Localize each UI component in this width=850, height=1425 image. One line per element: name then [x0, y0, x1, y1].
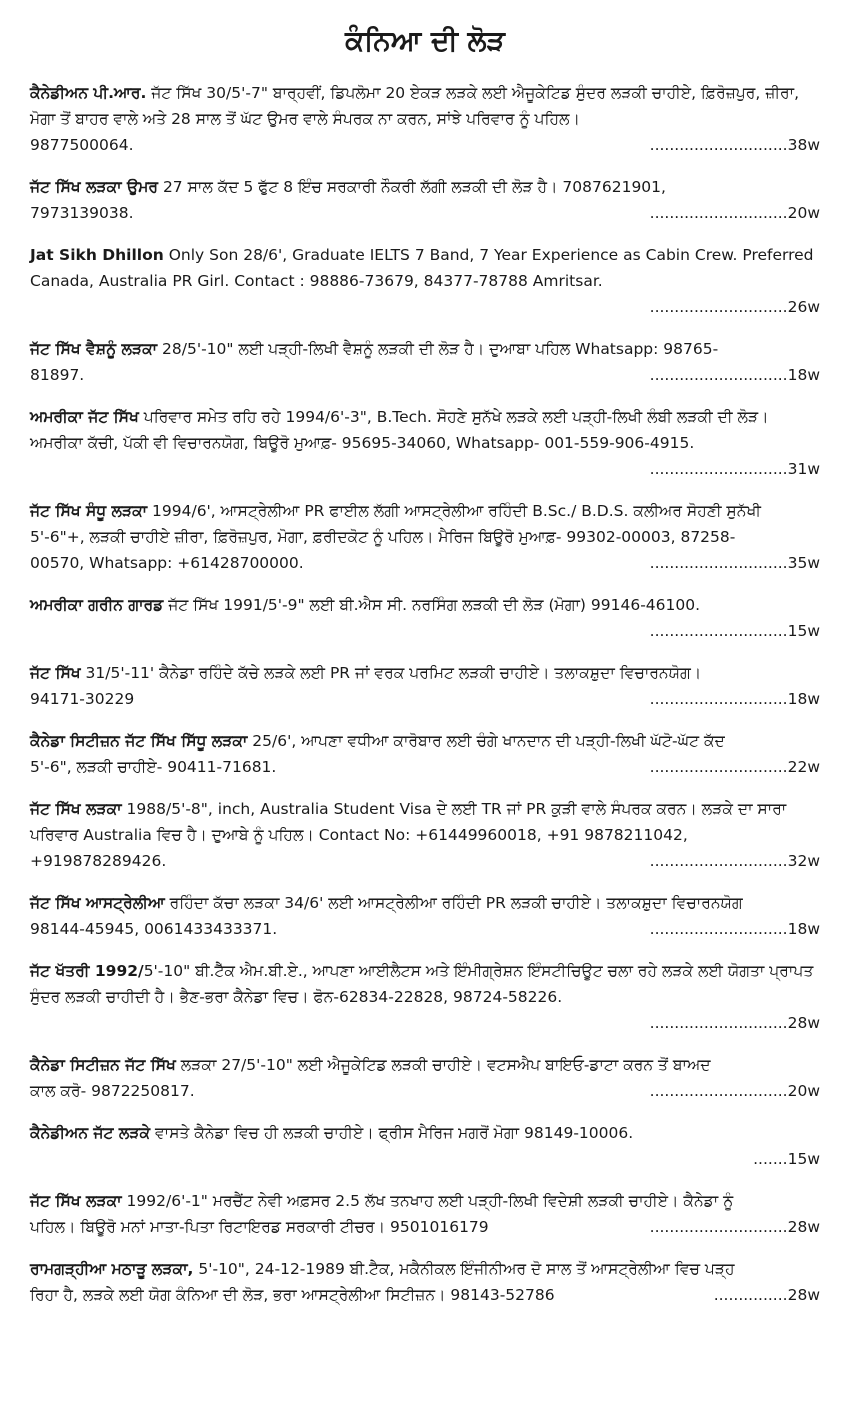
ad-footer [30, 1282, 820, 1308]
ad-footer [30, 686, 820, 712]
ad-entry [30, 958, 820, 1036]
ad-body: 28/5'-10" ਲਈ ਪੜ੍ਹੀ-ਲਿਖੀ ਵੈਸ਼ਨੂੰ ਲੜਕੀ ਦੀ ਲੋੜ ਹੈ। ਦੁਆਬਾ ਪਹਿਲ Whatsapp: 98765- [157, 340, 719, 358]
ad-code: ...............28w [713, 1286, 820, 1304]
ad-body: ਵਾਸਤੇ ਕੈਨੇਡਾ ਵਿਚ ਹੀ ਲੜਕੀ ਚਾਹੀਏ। ਫ੍ਰੀਸ ਮੈਰਿਜ ਮਗਰੋਂ ਮੋਗਾ 98149-10006. [150, 1124, 634, 1142]
ad-text [30, 890, 820, 916]
ad-code: ............................15w [649, 622, 820, 640]
ad-entry [30, 728, 820, 780]
ad-lead: ਜੱਟ ਸਿੱਖ ਲੜਕਾ [30, 800, 122, 818]
ad-footer [30, 1146, 820, 1172]
ad-entry [30, 1188, 820, 1240]
ad-code: ............................32w [649, 852, 820, 870]
ad-text [30, 404, 820, 456]
ad-entry [30, 796, 820, 874]
ad-footer [30, 1010, 820, 1036]
ad-code: ............................38w [649, 136, 820, 154]
ad-code: .......15w [753, 1150, 820, 1168]
ad-body: 1992/6'-1" ਮਰਚੈਂਟ ਨੇਵੀ ਅਫ਼ਸਰ 2.5 ਲੱਖ ਤਨਖਾਹ ਲਈ ਪੜ੍ਹੀ-ਲਿਖੀ ਵਿਦੇਸ਼ੀ ਲੜਕੀ ਚਾਹੀਏ। ਕੈਨੇਡਾ ਨੂੰ [121, 1192, 734, 1210]
ads-list [30, 80, 820, 1308]
ad-body: ਪਰਿਵਾਰ ਸਮੇਤ ਰਹਿ ਰਹੇ 1994/6'-3", B.Tech. ਸੋਹਣੇ ਸੁਨੱਖੇ ਲੜਕੇ ਲਈ ਪੜ੍ਹੀ-ਲਿਖੀ ਲੰਬੀ ਲੜਕੀ ਦੀ ਲੋੜ। ਅਮਰੀਕਾ ਕੱਚੀ, ਪੱਕੀ ਵੀ ਵਿਚਾਰਨਯੋਗ, ਬਿਊਰੋ ਮੁਆਫ਼- 95695-34060, Whatsapp- 001-559-906-4915. [30, 408, 769, 452]
ad-entry [30, 498, 820, 576]
ad-text [30, 1188, 820, 1214]
ad-code: ............................28w [649, 1218, 820, 1236]
ad-entry [30, 1256, 820, 1308]
ad-code: ............................18w [649, 690, 820, 708]
ad-code: ............................18w [649, 920, 820, 938]
ad-entry [30, 660, 820, 712]
ad-entry [30, 242, 820, 320]
ad-body: 31/5'-11' ਕੈਨੇਡਾ ਰਹਿੰਦੇ ਕੱਚੇ ਲੜਕੇ ਲਈ PR ਜਾਂ ਵਰਕ ਪਰਮਿਟ ਲੜਕੀ ਚਾਹੀਏ। ਤਲਾਕਸ਼ੁਦਾ ਵਿਚਾਰਨਯੋਗ। [80, 664, 702, 682]
ad-entry [30, 1052, 820, 1104]
ad-footer [30, 916, 820, 942]
ad-entry [30, 890, 820, 942]
ad-lead: ਕੈਨੇਡੀਅਨ ਪੀ.ਆਰ. [30, 84, 147, 102]
ad-footer [30, 1078, 820, 1104]
ad-code: ............................22w [649, 758, 820, 776]
ad-text [30, 660, 820, 686]
ad-code: ............................20w [649, 1082, 820, 1100]
ad-phone: 81897. [30, 366, 85, 384]
ad-lead: ਅਮਰੀਕਾ ਜੱਟ ਸਿੱਖ [30, 408, 139, 426]
ad-lead: ਅਮਰੀਕਾ ਗਰੀਨ ਗਾਰਡ [30, 596, 164, 614]
ad-text [30, 242, 820, 294]
ad-body: Only Son 28/6', Graduate IELTS 7 Band, 7 Year Experience as Cabin Crew. Preferred Canada, Australia PR Girl. Contact : 98886-73679, 84377-78788 Amritsar. [30, 246, 814, 290]
ad-body: ਰਹਿੰਦਾ ਕੱਚਾ ਲੜਕਾ 34/6' ਲਈ ਆਸਟ੍ਰੇਲੀਆ ਰਹਿੰਦੀ PR ਲੜਕੀ ਚਾਹੀਏ। ਤਲਾਕਸ਼ੁਦਾ ਵਿਚਾਰਨਯੋਗ [164, 894, 743, 912]
ad-body: 1994/6', ਆਸਟ੍ਰੇਲੀਆ PR ਫਾਈਲ ਲੱਗੀ ਆਸਟ੍ਰੇਲੀਆ ਰਹਿੰਦੀ B.Sc./ B.D.S. ਕਲੀਅਰ ਸੋਹਣੀ ਸੁਨੱਖੀ 5'-6"+, ਲੜਕੀ ਚਾਹੀਏ ਜ਼ੀਰਾ, ਫ਼ਿਰੋਜ਼ਪੁਰ, ਮੋਗਾ, ਫ਼ਰੀਦਕੋਟ ਨੂੰ ਪਹਿਲ। ਮੈਰਿਜ ਬਿਊਰੋ ਮੁਆਫ਼- 99302-00003, 87258- [30, 502, 761, 546]
ad-phone: 98144-45945, 0061433433371. [30, 920, 278, 938]
ad-entry [30, 174, 820, 226]
ad-entry [30, 80, 820, 158]
ad-lead: ਜੱਟ ਸਿੱਖ ਲੜਕਾ [30, 1192, 122, 1210]
ad-phone: 00570, Whatsapp: +61428700000. [30, 554, 304, 572]
ad-phone: 9877500064. [30, 136, 134, 154]
ad-footer [30, 362, 820, 388]
ad-body: ਜੱਟ ਸਿੱਖ 30/5'-7" ਬਾਰ੍ਹਵੀਂ, ਡਿਪਲੋਮਾ 20 ਏਕੜ ਲੜਕੇ ਲਈ ਐਜੂਕੇਟਿਡ ਸੁੰਦਰ ਲੜਕੀ ਚਾਹੀਏ, ਫ਼ਿਰੋਜ਼ਪੁਰ, ਜ਼ੀਰਾ, ਮੋਗਾ ਤੋਂ ਬਾਹਰ ਵਾਲੇ ਅਤੇ 28 ਸਾਲ ਤੋਂ ਘੱਟ ਉਮਰ ਵਾਲੇ ਸੰਪਰਕ ਨਾ ਕਰਨ, ਸਾਂਝੇ ਪਰਿਵਾਰ ਨੂੰ ਪਹਿਲ। [30, 84, 799, 128]
ad-footer [30, 294, 820, 320]
ad-body: 5'-10" ਬੀ.ਟੈੱਕ ਐਮ.ਬੀ.ਏ., ਆਪਣਾ ਆਈਲੈਟਸ ਅਤੇ ਇੰਮੀਗ੍ਰੇਸ਼ਨ ਇੰਸਟੀਚਿਊਟ ਚਲਾ ਰਹੇ ਲੜਕੇ ਲਈ ਯੋਗਤਾ ਪ੍ਰਾਪਤ ਸੁੰਦਰ ਲੜਕੀ ਚਾਹੀਦੀ ਹੈ। ਭੈਣ-ਭਰਾ ਕੈਨੇਡਾ ਵਿਚ। ਫੋਨ-62834-22828, 98724-58226. [30, 962, 814, 1006]
ad-entry [30, 404, 820, 482]
ad-lead: ਕੈਨੇਡੀਅਨ ਜੱਟ ਲੜਕੇ [30, 1124, 151, 1142]
ad-footer [30, 200, 820, 226]
ad-code: ............................28w [649, 1014, 820, 1032]
ad-body: 27 ਸਾਲ ਕੱਦ 5 ਫੁੱਟ 8 ਇੰਚ ਸਰਕਾਰੀ ਨੌਕਰੀ ਲੱਗੀ ਲੜਕੀ ਦੀ ਲੋੜ ਹੈ। 7087621901, [158, 178, 666, 196]
ad-phone: 7973139038. [30, 204, 134, 222]
ad-footer [30, 456, 820, 482]
ad-text [30, 1052, 820, 1078]
ad-phone: ਰਿਹਾ ਹੈ, ਲੜਕੇ ਲਈ ਯੋਗ ਕੰਨਿਆ ਦੀ ਲੋੜ, ਭਰਾ ਆਸਟ੍ਰੇਲੀਆ ਸਿਟੀਜ਼ਨ। 98143-52786 [30, 1286, 555, 1304]
ad-phone: ਕਾਲ ਕਰੋ- 9872250817. [30, 1082, 195, 1100]
ad-lead: ਜੱਟ ਸਿੱਖ ਆਸਟ੍ਰੇਲੀਆ [30, 894, 165, 912]
ad-lead: Jat Sikh Dhillon [30, 246, 164, 264]
ad-body: 1988/5'-8", inch, Australia Student Visa ਦੇ ਲਈ TR ਜਾਂ PR ਕੁੜੀ ਵਾਲੇ ਸੰਪਰਕ ਕਰਨ। ਲੜਕੇ ਦਾ ਸਾਰਾ ਪਰਿਵਾਰ Australia ਵਿਚ ਹੈ। ਦੁਆਬੇ ਨੂੰ ਪਹਿਲ। Contact No: +61449960018, +91 9878211042, [30, 800, 787, 844]
ad-code: ............................35w [649, 554, 820, 572]
ad-text [30, 592, 820, 618]
ad-text [30, 728, 820, 754]
ad-text [30, 336, 820, 362]
ad-lead: ਰਾਮਗੜ੍ਹੀਆ ਮਠਾੜੂ ਲੜਕਾ, [30, 1260, 194, 1278]
ad-text [30, 796, 820, 848]
ad-footer [30, 550, 820, 576]
ad-entry [30, 1120, 820, 1172]
ad-footer [30, 1214, 820, 1240]
page-title: ਕੰਨਿਆ ਦੀ ਲੋੜ [345, 24, 505, 57]
ad-lead: ਕੈਨੇਡਾ ਸਿਟੀਜ਼ਨ ਜੱਟ ਸਿੱਖ [30, 1056, 176, 1074]
ad-phone: +919878289426. [30, 852, 167, 870]
ad-text [30, 498, 820, 550]
ad-entry [30, 592, 820, 644]
ad-code: ............................20w [649, 204, 820, 222]
ad-phone: ਪਹਿਲ। ਬਿਊਰੋ ਮਨਾਂ ਮਾਤਾ-ਪਿਤਾ ਰਿਟਾਇਰਡ ਸਰਕਾਰੀ ਟੀਚਰ। 9501016179 [30, 1218, 489, 1236]
ad-lead: ਜੱਟ ਖੱਤਰੀ 1992/ [30, 962, 144, 980]
ad-footer [30, 754, 820, 780]
ad-text [30, 80, 820, 132]
ad-body: 25/6', ਆਪਣਾ ਵਧੀਆ ਕਾਰੋਬਾਰ ਲਈ ਚੰਗੇ ਖਾਨਦਾਨ ਦੀ ਪੜ੍ਹੀ-ਲਿਖੀ ਘੱਟੋ-ਘੱਟ ਕੱਦ [247, 732, 725, 750]
ad-footer [30, 132, 820, 158]
ad-text [30, 958, 820, 1010]
ad-code: ............................26w [649, 298, 820, 316]
ad-lead: ਕੈਨੇਡਾ ਸਿਟੀਜ਼ਨ ਜੱਟ ਸਿੱਖ ਸਿੱਧੂ ਲੜਕਾ [30, 732, 248, 750]
ad-lead: ਜੱਟ ਸਿੱਖ ਸੰਧੂ ਲੜਕਾ [30, 502, 148, 520]
ad-entry [30, 336, 820, 388]
ad-phone: 5'-6", ਲੜਕੀ ਚਾਹੀਏ- 90411-71681. [30, 758, 277, 776]
ad-text [30, 174, 820, 200]
ad-body: ਲੜਕਾ 27/5'-10" ਲਈ ਐਜੂਕੇਟਿਡ ਲੜਕੀ ਚਾਹੀਏ। ਵਟਸਐਪ ਬਾਇਓ-ਡਾਟਾ ਕਰਨ ਤੋਂ ਬਾਅਦ [175, 1056, 711, 1074]
ad-lead: ਜੱਟ ਸਿੱਖ ਵੈਸ਼ਨੂੰ ਲੜਕਾ [30, 340, 158, 358]
ad-phone: 94171-30229 [30, 690, 135, 708]
ad-lead: ਜੱਟ ਸਿੱਖ ਲੜਕਾ ਉਮਰ [30, 178, 159, 196]
ad-footer [30, 618, 820, 644]
ad-body: ਜੱਟ ਸਿੱਖ 1991/5'-9" ਲਈ ਬੀ.ਐਸ ਸੀ. ਨਰਸਿੰਗ ਲੜਕੀ ਦੀ ਲੋੜ (ਮੋਗਾ) 99146-46100. [163, 596, 701, 614]
ad-code: ............................18w [649, 366, 820, 384]
ad-text [30, 1120, 820, 1146]
ad-text [30, 1256, 820, 1282]
ad-code: ............................31w [649, 460, 820, 478]
ad-body: 5'-10", 24-12-1989 ਬੀ.ਟੈਕ, ਮਕੈਨੀਕਲ ਇੰਜੀਨੀਅਰ ਦੋ ਸਾਲ ਤੋਂ ਆਸਟ੍ਰੇਲੀਆ ਵਿਚ ਪੜ੍ਹ [193, 1260, 735, 1278]
ad-lead: ਜੱਟ ਸਿੱਖ [30, 664, 81, 682]
ad-footer [30, 848, 820, 874]
